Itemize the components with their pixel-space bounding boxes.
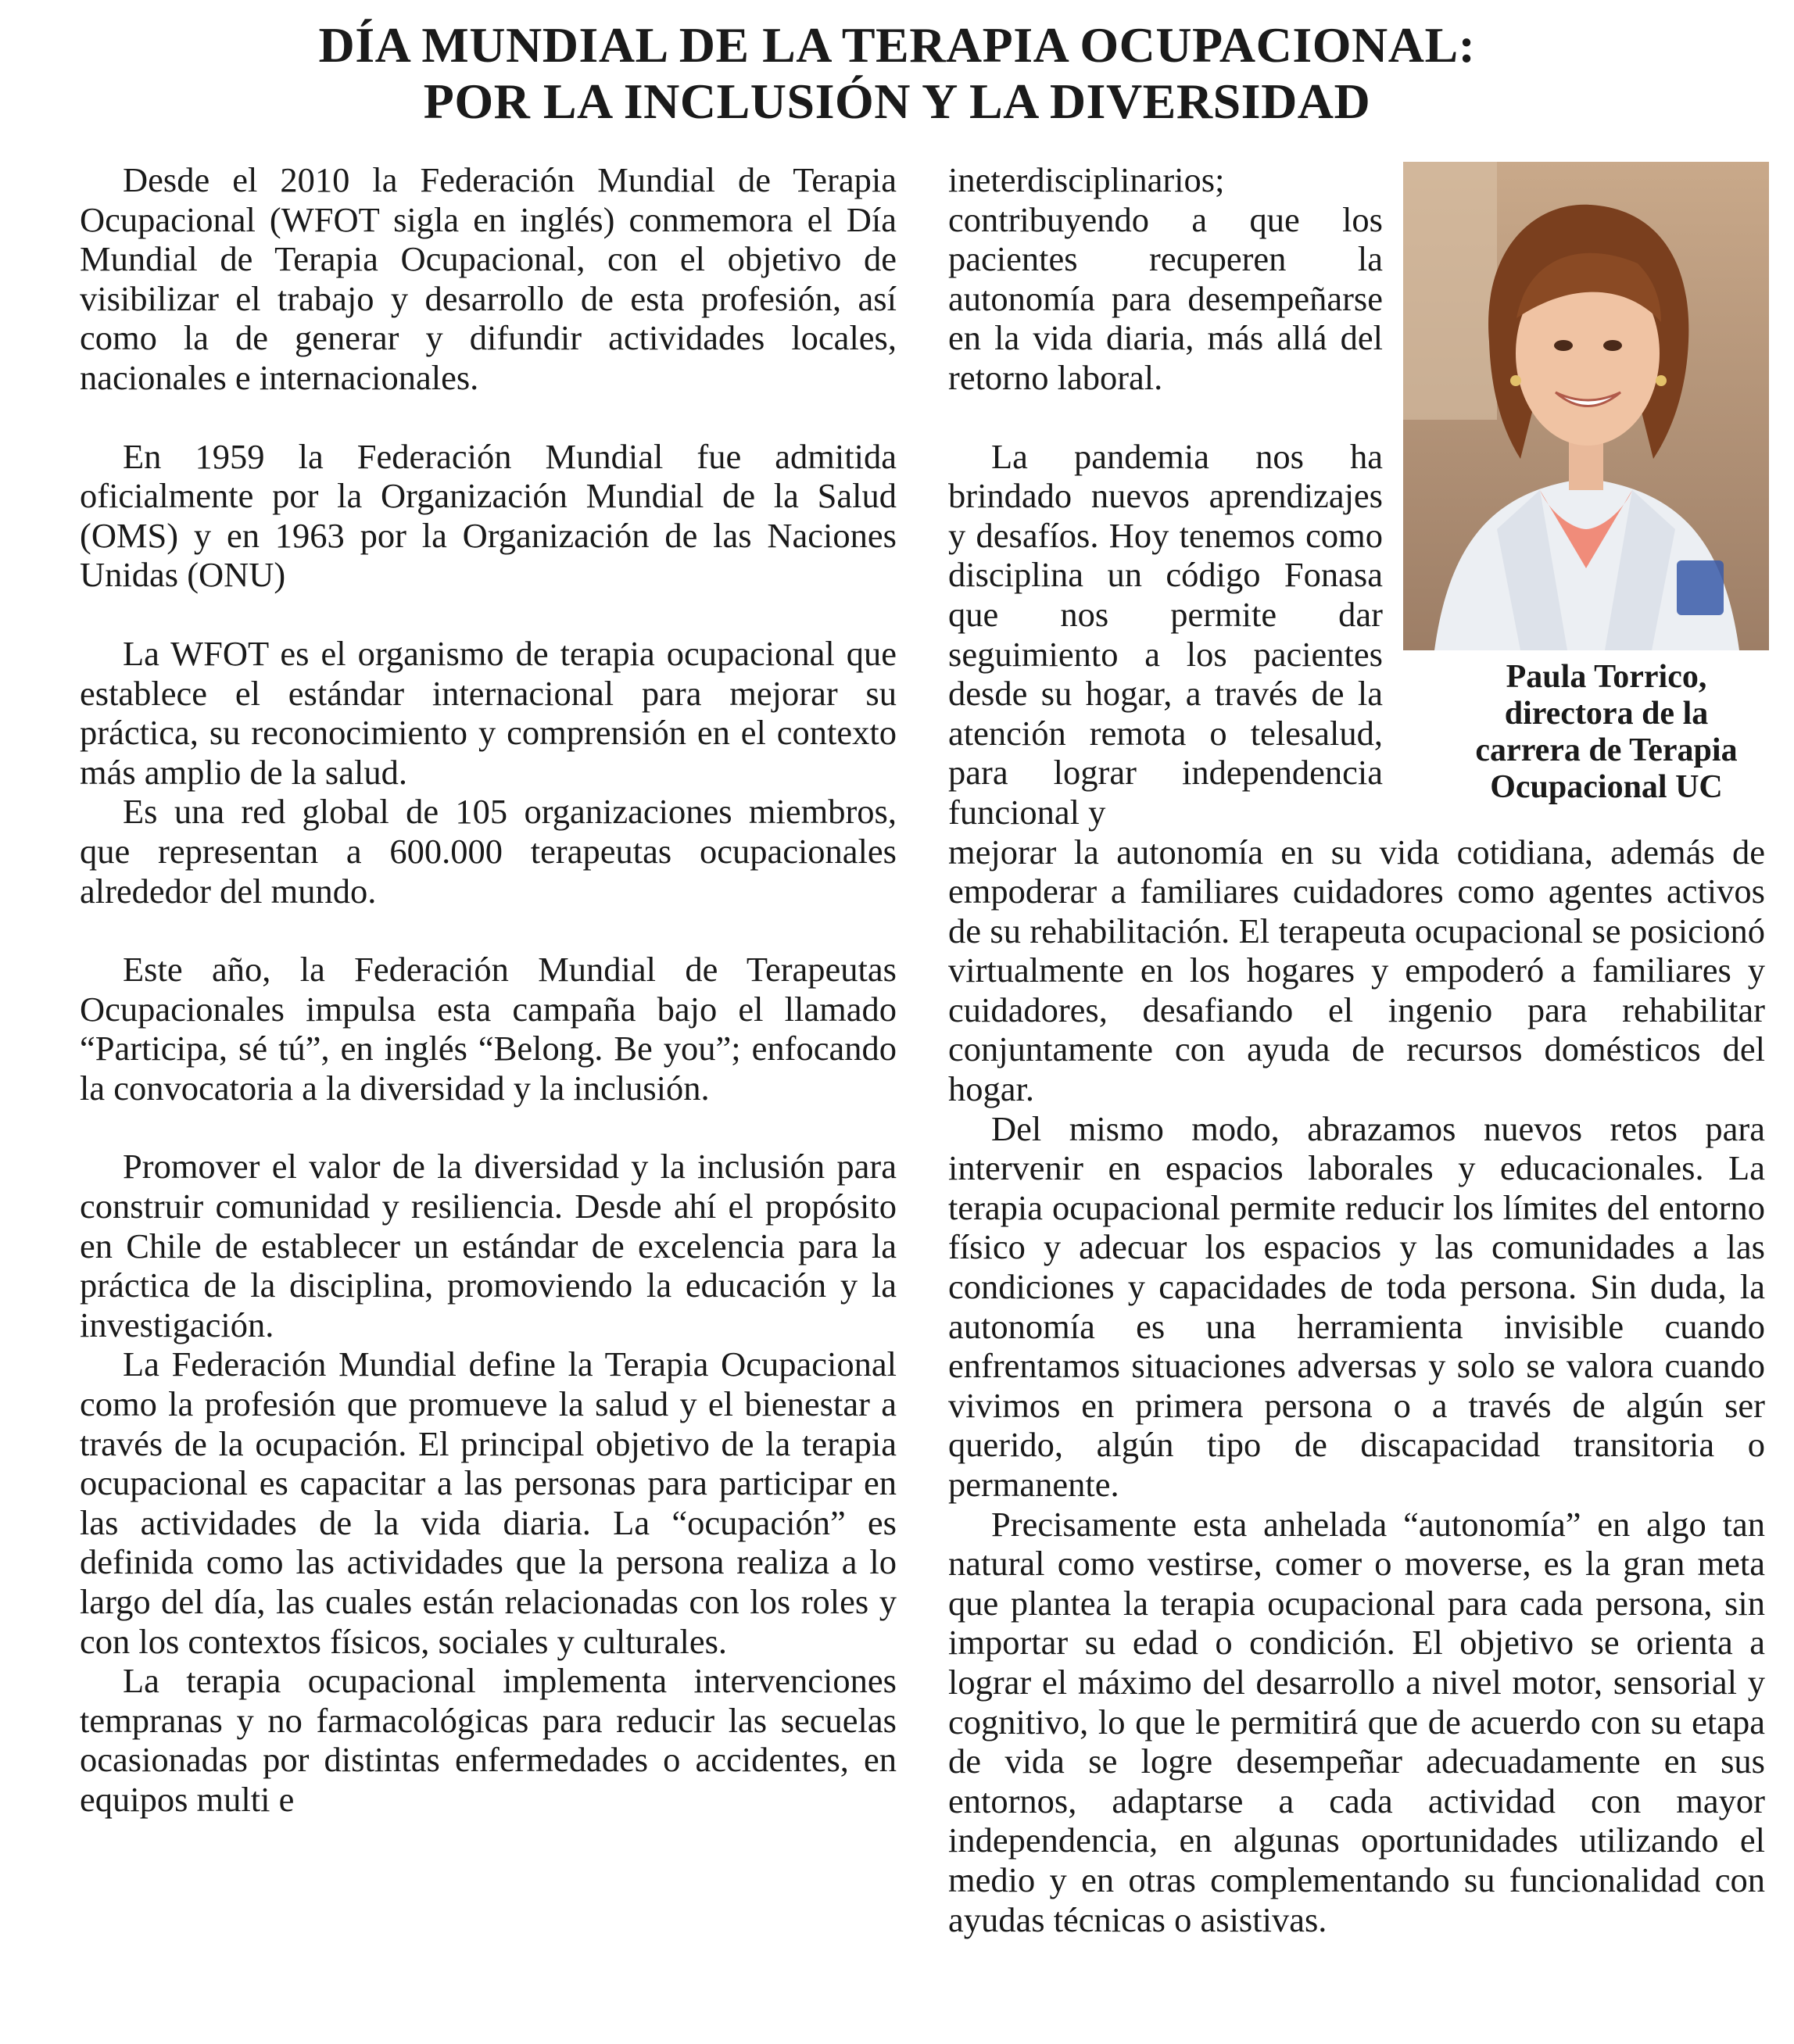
- paragraph-continuation: mejorar la autonomía en su vida cotidiana, además de empoderar a familiares cuidadores como agentes activos de su rehabilitación. El terapeuta ocupacional se posicionó virtualmente en los hogares y empoderó a familiares y cuidadores, desafiando el ingenio para rehabilitar conjuntamente con ayuda de recursos domésticos del hogar.: [948, 832, 1765, 1109]
- caption-line: directora de la: [1504, 696, 1709, 732]
- paragraph: En 1959 la Federación Mundial fue admitida oficialmente por la Organización Mundial de la Salud (OMS) y en 1963 por la Organización de las Naciones Unidas (ONU): [80, 436, 897, 595]
- paragraph: La WFOT es el organismo de terapia ocupacional que establece el estándar internacional para mejorar su práctica, su reconocimiento y comprensión en el contexto más amplio de la salud.: [80, 633, 897, 792]
- paragraph-continuation: ineterdisciplinarios; contribuyendo a que los pacientes recuperen la autonomía para desempeñarse en la vida diaria, más allá del retorno laboral.: [948, 160, 1383, 397]
- caption-line: Paula Torrico,: [1506, 659, 1707, 695]
- paragraph: Precisamente esta anhelada “autonomía” en algo tan natural como vestirse, comer o moverse, es la gran meta que plantea la terapia ocupacional para cada persona, sin importar su edad o condición. El objetivo se orienta a lograr el máximo del desarrollo a nivel motor, sensorial y cognitivo, lo que le permitirá que de acuerdo con su etapa de vida se logre desempeñar adecuadamente en sus entornos, adaptarse a cada actividad con mayor independencia, en algunas oportunidades utilizando el medio y en otras complementando su funcionalidad con ayudas técnicas o asistivas.: [948, 1504, 1765, 1939]
- right-column-narrow-section: [948, 160, 1383, 832]
- paragraph: La Federación Mundial define la Terapia Ocupacional como la profesión que promueve la salud y el bienestar a través de la ocupación. El principal objetivo de la terapia ocupacional es capacitar a las personas para participar en las actividades de la vida diaria. La “ocupación” es definida como las actividades que la persona realiza a lo largo del día, las cuales están relacionadas con los roles y con los contextos físicos, sociales y culturales.: [80, 1344, 897, 1661]
- portrait-photo: [1403, 162, 1769, 650]
- paragraph: Promover el valor de la diversidad y la inclusión para construir comunidad y resiliencia. Desde ahí el propósito en Chile de establecer un estándar de excelencia para la práctica de la disciplina, promoviendo la educación y la investigación.: [80, 1147, 897, 1344]
- paragraph: Es una red global de 105 organizaciones miembros, que representan a 600.000 terapeutas ocupacionales alrededor del mundo.: [80, 792, 897, 911]
- headline-line-1: DÍA MUNDIAL DE LA TERAPIA OCUPACIONAL:: [318, 17, 1476, 73]
- paragraph: Este año, la Federación Mundial de Terapeutas Ocupacionales impulsa esta campaña bajo el llamado “Participa, sé tú”, en inglés “Belong. Be you”; enfocando la convocatoria a la diversidad y la inclusión.: [80, 950, 897, 1108]
- left-column: [80, 160, 897, 1820]
- article-headline: [0, 17, 1794, 130]
- photo-caption: [1438, 659, 1774, 806]
- caption-line: Ocupacional UC: [1490, 769, 1723, 805]
- portrait-illustration: [1403, 162, 1769, 650]
- paragraph: La pandemia nos ha brindado nuevos aprendizajes y desafíos. Hoy tenemos como disciplina un código Fonasa que nos permite dar seguimiento a los pacientes desde su hogar, a través de la atención remota o telesalud, para lograr independencia funcional y: [948, 436, 1383, 832]
- caption-line: carrera de Terapia: [1475, 732, 1738, 768]
- paragraph: La terapia ocupacional implementa intervenciones tempranas y no farmacológicas para reducir las secuelas ocasionadas por distintas enfermedades o accidentes, en equipos multi e: [80, 1661, 897, 1819]
- paragraph: Desde el 2010 la Federación Mundial de Terapia Ocupacional (WFOT sigla en inglés) conmemora el Día Mundial de Terapia Ocupacional, con el objetivo de visibilizar el trabajo y desarrollo de esta profesión, así como la de generar y difundir actividades locales, nacionales e internacionales.: [80, 160, 897, 397]
- paragraph: Del mismo modo, abrazamos nuevos retos para intervenir en espacios laborales y educacionales. La terapia ocupacional permite reducir los límites del entorno físico y adecuar los espacios y las comunidades a las condiciones y capacidades de toda persona. Sin duda, la autonomía es una herramienta invisible cuando enfrentamos situaciones adversas y solo se valora cuando vivimos en primera persona o a través de algún ser querido, algún tipo de discapacidad transitoria o permanente.: [948, 1108, 1765, 1504]
- headline-line-2: POR LA INCLUSIÓN Y LA DIVERSIDAD: [423, 73, 1371, 129]
